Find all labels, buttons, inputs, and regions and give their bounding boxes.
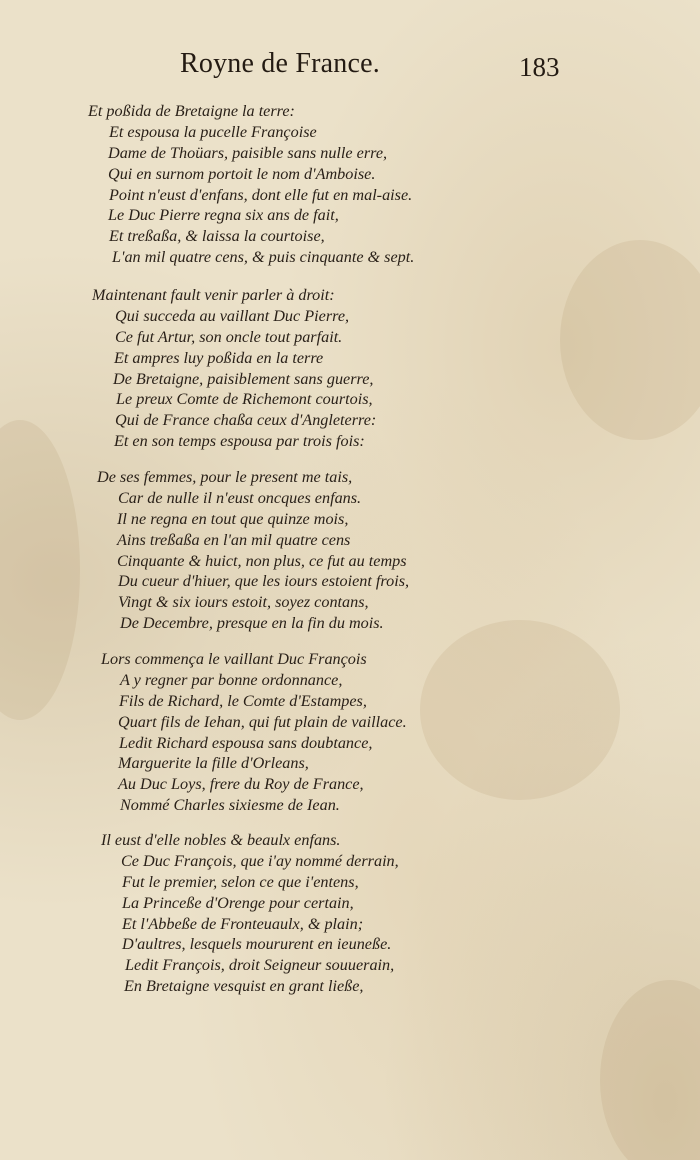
verse-line: Ains treßaßa en l'an mil quatre cens (117, 531, 351, 549)
verse-line: Cinquante & huict, non plus, ce fut au temps (117, 552, 407, 570)
paper-stain (0, 420, 80, 720)
verse-line: Et ampres luy poßida en la terre (114, 349, 324, 367)
verse-line: Vingt & six iours estoit, soyez contans, (118, 593, 369, 611)
verse-line: Marguerite la fille d'Orleans, (118, 754, 309, 772)
page-number: 183 (519, 52, 560, 82)
verse-line: Quart fils de Iehan, qui fut plain de vaillace. (118, 713, 407, 731)
verse-line: Il ne regna en tout que quinze mois, (117, 510, 349, 528)
verse-line: Qui de France chaßa ceux d'Angleterre: (115, 411, 377, 429)
verse-line: Qui succeda au vaillant Duc Pierre, (115, 307, 350, 325)
verse-line: De ses femmes, pour le present me tais, (97, 468, 353, 486)
paper-stain (600, 980, 700, 1160)
verse-line: A y regner par bonne ordonnance, (120, 671, 343, 689)
verse-line: Fils de Richard, le Comte d'Estampes, (119, 692, 367, 710)
verse-line: Dame de Thoüars, paisible sans nulle erre, (108, 144, 388, 162)
paper-stain (560, 240, 700, 440)
verse-line: Il eust d'elle nobles & beaulx enfans. (101, 831, 341, 849)
verse-line: Fut le premier, selon ce que i'entens, (122, 873, 359, 891)
verse-line: Lors commença le vaillant Duc François (101, 650, 367, 668)
verse-line: Et espousa la pucelle Françoise (109, 123, 317, 141)
verse-line: Et poßida de Bretaigne la terre: (88, 102, 295, 120)
verse-line: Nommé Charles sixiesme de Iean. (120, 796, 340, 814)
verse-line: La Princeße d'Orenge pour certain, (122, 894, 354, 912)
verse-line: L'an mil quatre cens, & puis cinquante & sept. (112, 248, 415, 266)
verse-line: Qui en surnom portoit le nom d'Amboise. (108, 165, 376, 183)
verse-line: De Bretaigne, paisiblement sans guerre, (113, 370, 374, 388)
verse-line: Au Duc Loys, frere du Roy de France, (118, 775, 364, 793)
verse-line: Point n'eust d'enfans, dont elle fut en mal-aise. (109, 186, 413, 204)
verse-line: Le Duc Pierre regna six ans de fait, (108, 206, 339, 224)
verse-line: Ce fut Artur, son oncle tout parfait. (115, 328, 343, 346)
verse-line: Ledit François, droit Seigneur souuerain, (125, 956, 395, 974)
verse-line: Et treßaßa, & laissa la courtoise, (109, 227, 325, 245)
paper-stain (420, 620, 620, 800)
running-title: Royne de France. (180, 48, 380, 79)
verse-line: En Bretaigne vesquist en grant ließe, (124, 977, 364, 995)
verse-line: Car de nulle il n'eust oncques enfans. (118, 489, 362, 507)
verse-line: Du cueur d'hiuer, que les iours estoient frois, (118, 572, 410, 590)
verse-line: D'aultres, lesquels moururent en ieuneße. (122, 935, 392, 953)
verse-line: Le preux Comte de Richemont courtois, (116, 390, 373, 408)
verse-line: Maintenant fault venir parler à droit: (92, 286, 335, 304)
verse-line: Et l'Abbeße de Fronteuaulx, & plain; (122, 915, 364, 933)
verse-line: Et en son temps espousa par trois fois: (114, 432, 365, 450)
verse-line: Ce Duc François, que i'ay nommé derrain, (121, 852, 399, 870)
verse-line: De Decembre, presque en la fin du mois. (120, 614, 384, 632)
verse-line: Ledit Richard espousa sans doubtance, (119, 734, 373, 752)
page-header (0, 48, 700, 88)
